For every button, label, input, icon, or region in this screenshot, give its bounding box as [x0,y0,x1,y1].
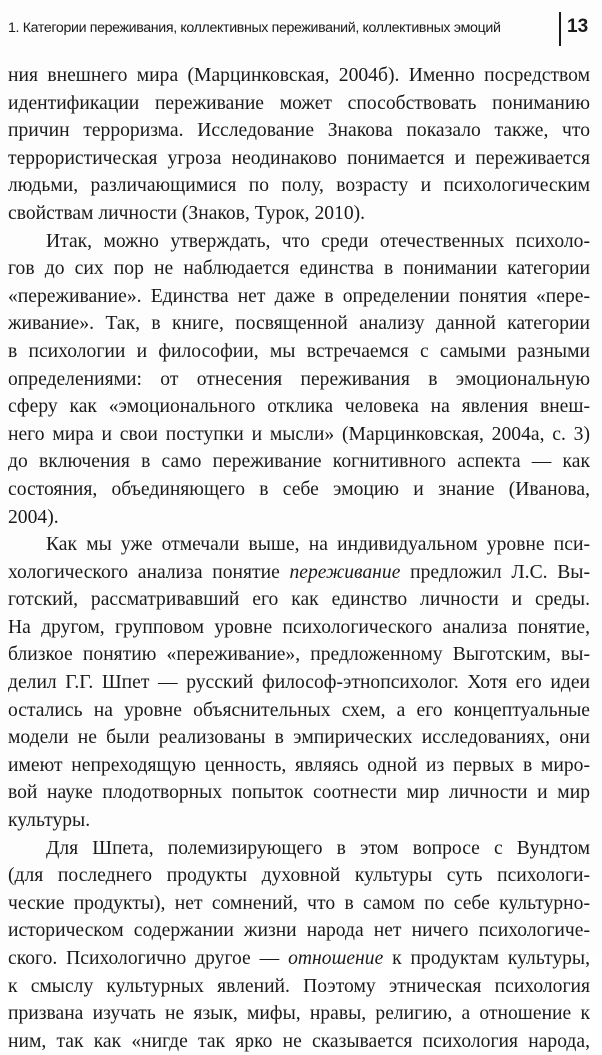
text-line: имеют непреходящую ценность, являясь одной из первых в миро- [8,754,590,776]
text-line: к смыслу культурных явлений. Поэтому этническая психология [8,975,590,997]
text-line: На другом, групповом уровне психологического анализа понятие, [8,616,590,638]
emphasized-term: отношение [288,948,384,969]
text-line: гов до сих пор не наблюдается единства в понимании категории [8,258,590,280]
text-line: людьми, различающимися по полу, возрасту и психологическим [8,175,590,197]
header-divider [559,12,561,46]
text-segment: ского. Психологично другое — [8,948,289,969]
body-text [8,62,590,1055]
text-line: историческом содержании жизни народа нет ничего психологиче- [8,920,590,942]
text-line [8,559,590,587]
text-line: остались на уровне объяснительных схем, а его концептуальные [8,699,590,721]
text-line: определениями: от отнесения переживания в эмоциональную [8,368,590,390]
text-line: в психологии и философии, мы встречаемся с самыми разными [8,340,590,362]
text-line: Итак, можно утверждать, что среди отечественных психоло- [46,230,590,252]
emphasized-term: переживание [289,561,401,583]
page-number: 13 [567,16,589,37]
text-line: сферу как «эмоционального отклика человека на явления внеш- [8,396,590,418]
text-line: готский, рассматривавший его как единство личности и среды. [8,589,590,611]
text-line: культуры. [8,810,91,832]
text-segment: предложил Л.С. Вы- [400,561,590,583]
text-line: террористическая угроза неодинаково понимается и переживается [8,147,590,169]
text-segment: к продуктам культуры, [383,948,590,969]
text-line: до включения в само переживание когнитивного аспекта — как [8,451,590,473]
text-line: «переживание». Единства нет даже в определении понятия «пере- [8,285,590,307]
text-line: него мира и свои поступки и мысли» (Марцинковская, 2004а, с. 3) [8,423,590,445]
text-line: свойствам личности (Знаков, Турок, 2010). [8,202,366,224]
text-line: живание». Так, в книге, посвященной анализу данной категории [8,313,590,335]
text-line: причин терроризма. Исследование Знакова показало также, что [8,120,590,142]
chapter-title: 1. Категории переживания, коллективных переживаний, коллективных эмоций [8,20,501,36]
text-line: ним, так как «нигде так ярко не сказывается психология народа, [8,1030,590,1052]
text-line: ческие продукты), нет сомнений, что в самом по себе культурно- [8,892,590,914]
text-line: состояния, объединяющего в себе эмоцию и знание (Иванова, [8,478,590,500]
text-segment: хологического анализа понятие [8,561,290,583]
text-line [8,945,590,973]
text-line: призвана изучать не язык, мифы, нравы, религию, а отношение к [8,1003,590,1025]
text-line: вой науке плодотворных попыток соотнести мир личности и мир [8,782,590,804]
text-line: идентификации переживание может способствовать пониманию [8,92,590,114]
text-line: близкое понятию «переживание», предложенному Выготским, вы- [8,644,590,666]
text-line: Для Шпета, полемизирующего в этом вопросе с Вундтом [46,837,590,859]
running-header [8,12,598,46]
text-line: модели не были реализованы в эмпирических исследованиях, они [8,727,590,749]
text-line: ния внешнего мира (Марцинковская, 2004б). Именно посредством [8,65,590,86]
text-line: Как мы уже отмечали выше, на индивидуальном уровне пси- [46,534,590,556]
text-line: делил Г.Г. Шпет — русский философ-этнопсихолог. Хотя его идеи [8,672,590,694]
text-line: 2004). [8,506,59,528]
text-line: (для последнего продукты духовной культуры суть психологи- [8,865,590,887]
